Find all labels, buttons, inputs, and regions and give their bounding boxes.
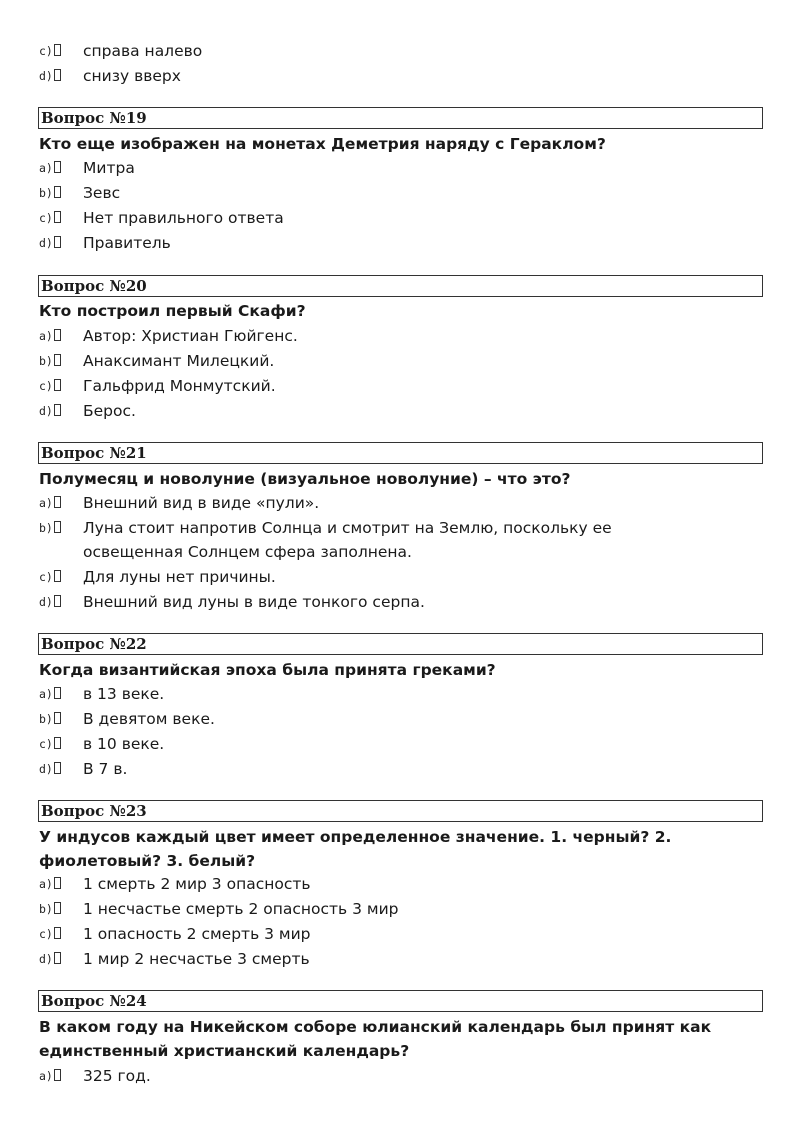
checkbox-icon[interactable] <box>54 186 61 198</box>
answer-option[interactable] <box>39 399 719 423</box>
option-text: Правитель <box>83 234 171 252</box>
option-text: Нет правильного ответа <box>83 209 284 227</box>
answer-option[interactable] <box>39 206 719 230</box>
question-header: Вопрос №24 <box>38 990 763 1012</box>
checkbox-icon[interactable] <box>54 44 61 56</box>
answer-option[interactable] <box>39 374 719 398</box>
option-text: Для луны нет причины. <box>83 568 276 586</box>
checkbox-icon[interactable] <box>54 211 61 223</box>
option-marker: b) <box>39 902 53 916</box>
checkbox-icon[interactable] <box>54 570 61 582</box>
option-text: в 13 веке. <box>83 685 165 703</box>
option-marker: d) <box>39 404 53 418</box>
option-text: Зевс <box>83 184 121 202</box>
option-marker: d) <box>39 952 53 966</box>
option-text: Автор: Христиан Гюйгенс. <box>83 327 298 345</box>
answer-option[interactable] <box>39 707 719 731</box>
answer-option[interactable] <box>39 1064 719 1088</box>
option-marker: a) <box>39 687 53 701</box>
option-text: справа налево <box>83 42 203 60</box>
option-text: Гальфрид Монмутский. <box>83 377 276 395</box>
answer-option[interactable] <box>39 181 719 205</box>
answer-option[interactable] <box>39 947 719 971</box>
option-marker: b) <box>39 712 53 726</box>
option-text: Митра <box>83 159 135 177</box>
option-text: В 7 в. <box>83 760 128 778</box>
answer-option[interactable] <box>39 872 719 896</box>
question-text: Когда византийская эпоха была принята греками? <box>39 661 496 679</box>
checkbox-icon[interactable] <box>54 69 61 81</box>
option-marker: d) <box>39 236 53 250</box>
option-text: В девятом веке. <box>83 710 215 728</box>
question-text: Кто еще изображен на монетах Деметрия наряду с Гераклом? <box>39 135 606 153</box>
answer-option[interactable] <box>39 64 719 88</box>
option-marker: a) <box>39 1069 53 1083</box>
question-text: У индусов каждый цвет имеет определенное значение. 1. черный? 2. фиолетовый? 3. белый? <box>39 828 672 870</box>
answer-option[interactable] <box>39 349 719 373</box>
answer-option[interactable] <box>39 590 719 614</box>
answer-option[interactable] <box>39 757 719 781</box>
checkbox-icon[interactable] <box>54 877 61 889</box>
option-marker: b) <box>39 186 53 200</box>
option-marker: c) <box>39 737 53 751</box>
checkbox-icon[interactable] <box>54 521 61 533</box>
checkbox-icon[interactable] <box>54 687 61 699</box>
option-text: 1 смерть 2 мир 3 опасность <box>83 875 311 893</box>
option-marker: a) <box>39 496 53 510</box>
question-header: Вопрос №22 <box>38 633 763 655</box>
checkbox-icon[interactable] <box>54 161 61 173</box>
question-header: Вопрос №21 <box>38 442 763 464</box>
answer-option[interactable] <box>39 231 719 255</box>
question-header: Вопрос №19 <box>38 107 763 129</box>
option-marker: b) <box>39 354 53 368</box>
option-marker: c) <box>39 927 53 941</box>
option-text: Внешний вид в виде «пули». <box>83 494 320 512</box>
option-marker: a) <box>39 877 53 891</box>
option-text: снизу вверх <box>83 67 181 85</box>
option-text: 325 год. <box>83 1067 151 1085</box>
option-marker: d) <box>39 69 53 83</box>
option-text: 1 опасность 2 смерть 3 мир <box>83 925 311 943</box>
option-marker: c) <box>39 211 53 225</box>
option-text: в 10 веке. <box>83 735 165 753</box>
checkbox-icon[interactable] <box>54 952 61 964</box>
checkbox-icon[interactable] <box>54 496 61 508</box>
option-marker: c) <box>39 44 53 58</box>
answer-option[interactable] <box>39 324 719 348</box>
checkbox-icon[interactable] <box>54 737 61 749</box>
option-marker: a) <box>39 161 53 175</box>
option-marker: d) <box>39 595 53 609</box>
option-text: Берос. <box>83 402 136 420</box>
checkbox-icon[interactable] <box>54 379 61 391</box>
question-header: Вопрос №20 <box>38 275 763 297</box>
option-text: Луна стоит напротив Солнца и смотрит на Землю, поскольку ее освещенная Солнцем сфера заполнена. <box>83 519 612 561</box>
option-text: 1 несчастье смерть 2 опасность 3 мир <box>83 900 399 918</box>
option-marker: c) <box>39 379 53 393</box>
checkbox-icon[interactable] <box>54 902 61 914</box>
checkbox-icon[interactable] <box>54 236 61 248</box>
option-marker: d) <box>39 762 53 776</box>
option-marker: a) <box>39 329 53 343</box>
checkbox-icon[interactable] <box>54 354 61 366</box>
option-marker: b) <box>39 521 53 535</box>
option-text: Внешний вид луны в виде тонкого серпа. <box>83 593 425 611</box>
option-marker: c) <box>39 570 53 584</box>
answer-option[interactable] <box>39 897 719 921</box>
question-text: Полумесяц и новолуние (визуальное новолуние) – что это? <box>39 470 571 488</box>
checkbox-icon[interactable] <box>54 595 61 607</box>
answer-option[interactable] <box>39 732 719 756</box>
option-text: 1 мир 2 несчастье 3 смерть <box>83 950 310 968</box>
answer-option[interactable] <box>39 516 699 564</box>
question-header: Вопрос №23 <box>38 800 763 822</box>
answer-option[interactable] <box>39 491 719 515</box>
question-text: В каком году на Никейском соборе юлианский календарь был принят как единственный христианский календарь? <box>39 1018 712 1060</box>
checkbox-icon[interactable] <box>54 1069 61 1081</box>
checkbox-icon[interactable] <box>54 712 61 724</box>
checkbox-icon[interactable] <box>54 404 61 416</box>
answer-option[interactable] <box>39 682 719 706</box>
answer-option[interactable] <box>39 39 719 63</box>
option-text: Анаксимант Милецкий. <box>83 352 275 370</box>
answer-option[interactable] <box>39 922 719 946</box>
checkbox-icon[interactable] <box>54 927 61 939</box>
answer-option[interactable] <box>39 156 719 180</box>
checkbox-icon[interactable] <box>54 762 61 774</box>
checkbox-icon[interactable] <box>54 329 61 341</box>
question-text: Кто построил первый Скафи? <box>39 302 306 320</box>
answer-option[interactable] <box>39 565 719 589</box>
